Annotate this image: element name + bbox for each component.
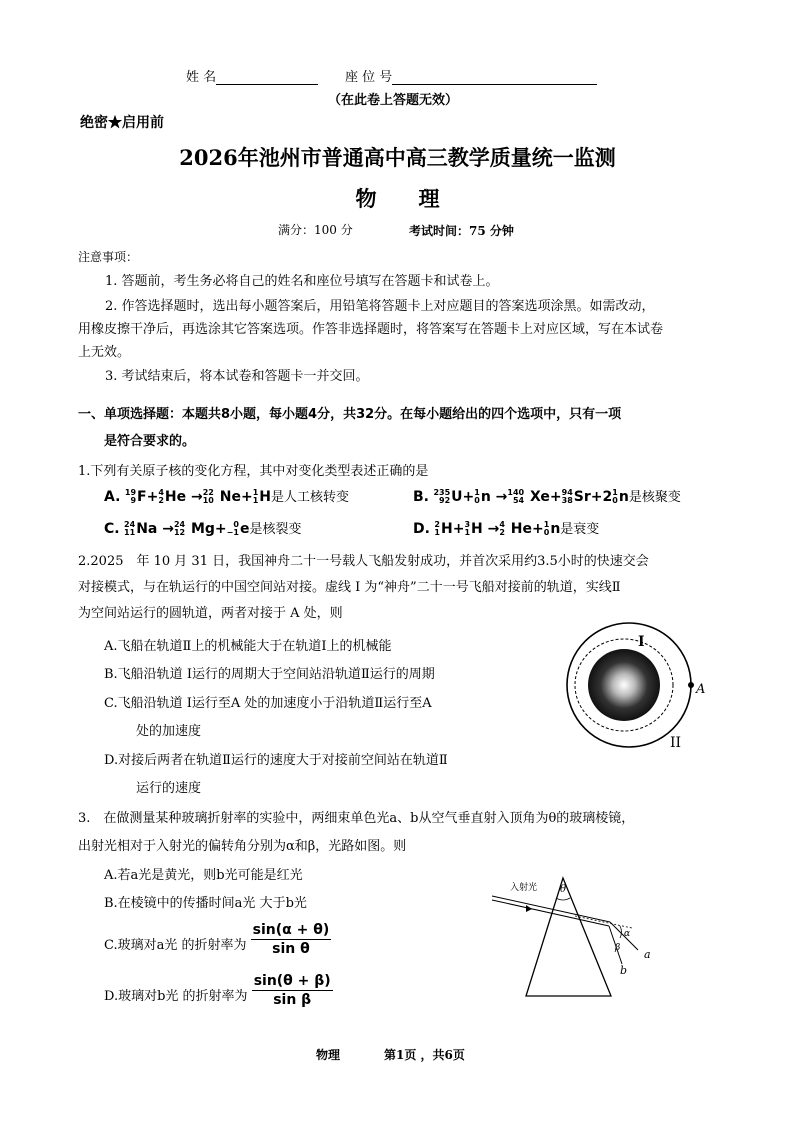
label-beta: β — [615, 943, 621, 953]
q2-option-d: D.对接后两者在轨道Ⅱ运行的速度大于对接前空间站在轨道Ⅱ — [104, 753, 448, 768]
instructions-heading: 注意事项： — [78, 250, 139, 264]
q3-c-denominator: sin θ — [272, 941, 310, 957]
label-alpha: α — [624, 929, 631, 939]
instruction-2-end: 上无效。 — [78, 345, 131, 360]
subject-title: 物 理 — [355, 186, 440, 211]
q1-c-equation: 24 11 Na → 24 12 Mg+ 0 −1 e — [124, 520, 250, 537]
name-underline — [216, 70, 318, 85]
q2-option-a: A.飞船在轨道Ⅱ上的机械能大于在轨道I上的机械能 — [104, 639, 392, 654]
q2-option-c-cont: 处的加速度 — [136, 724, 202, 739]
q3-c-numerator: sin(α + θ) — [252, 922, 330, 938]
q1-c-label: C. — [104, 521, 120, 537]
q1-a-equation: 19 9 F+ 4 2 He → 22 10 Ne+ 1 1 H — [124, 488, 271, 505]
q2-option-d-cont: 运行的速度 — [136, 781, 202, 796]
q1-a-label: A. — [104, 489, 121, 505]
seat-field — [345, 66, 597, 85]
q3-c-formula — [251, 922, 332, 957]
q2-option-c: C.飞船沿轨道 Ⅰ运行至A 处的加速度小于沿轨道Ⅱ运行至A — [104, 696, 432, 711]
q2-stem-2: 对接模式，与在轨运行的中国空间站对接。虚线 I 为“神舟”二十一号飞船对接前的轨道，实线Ⅱ — [78, 580, 621, 595]
q2-stem-3: 为空间站运行的圆轨道，两者对接于 A 处，则 — [78, 606, 343, 621]
footer-subject: 物理 — [316, 1048, 341, 1062]
q3-d-denominator: sin β — [273, 992, 312, 1008]
instruction-1: 1. 答题前，考生务必将自己的姓名和座位号填写在答题卡和试卷上。 — [105, 274, 499, 289]
q1-d-equation: 2 1 H+ 3 1 H → 4 2 He+ 1 0 n — [434, 520, 561, 537]
page-title: 2026年池州市普通高中高三教学质量统一监测 — [179, 145, 616, 170]
section1-title: 一、单项选择题：本题共8小题，每小题4分，共32分。在每小题给出的四个选项中，只有一项 — [78, 407, 622, 422]
q3-d-numerator: sin(θ + β) — [253, 973, 331, 989]
full-score: 满分：100 分 — [278, 223, 353, 237]
incident-ray-2 — [492, 900, 609, 926]
instruction-2: 2. 作答选择题时，选出每小题答案后，用铅笔将答题卡上对应题目的答案选项涂黑。如需改动， — [105, 299, 655, 314]
q3-option-b: B.在棱镜中的传播时间a光 大于b光 — [104, 896, 307, 911]
label-ray-b: b — [620, 964, 628, 977]
notice: （在此卷上答题无效） — [328, 93, 459, 108]
q3-option-c — [104, 922, 331, 957]
q1-stem: 1.下列有关原子核的变化方程，其中对变化类型表述正确的是 — [78, 464, 429, 479]
q2-stem-1: 2.2025 年 10 月 31 日，我国神舟二十一号载人飞船发射成功，并首次采用约3.5小时的快速交会 — [78, 554, 649, 569]
label-orbit-i: I — [638, 634, 645, 650]
q1-option-c — [104, 518, 301, 537]
instruction-2-cont: 用橡皮擦干净后，再选涂其它答案选项。作答非选择题时，将答案写在答题卡上对应区域，写在本试卷 — [78, 322, 664, 337]
label-incident: 入射光 — [510, 883, 538, 893]
q1-option-a — [104, 486, 349, 505]
q1-c-text: 是核裂变 — [249, 522, 302, 537]
q3-d-text: D.玻璃对b光 的折射率为 — [104, 989, 248, 1004]
q1-d-label: D. — [413, 521, 430, 537]
name-label: 姓 名 — [186, 70, 217, 85]
label-ray-a: a — [644, 948, 651, 961]
q3-stem-2: 出射光相对于入射光的偏转角分别为α和β，光路如图。则 — [78, 839, 407, 854]
seat-label: 座 位 号 — [345, 70, 393, 85]
earth — [588, 649, 660, 721]
label-orbit-ii: II — [670, 735, 682, 751]
instruction-3: 3. 考试结束后，将本试卷和答题卡一并交回。 — [105, 369, 369, 384]
q3-c-text: C.玻璃对a光 的折射率为 — [104, 938, 247, 953]
section1-title-cont: 是符合要求的。 — [104, 434, 196, 449]
q1-b-label: B. — [413, 489, 429, 505]
prism — [526, 878, 611, 996]
label-point-a: A — [696, 682, 706, 697]
q2-option-b: B.飞船沿轨道 Ⅰ运行的周期大于空间站沿轨道Ⅱ运行的周期 — [104, 667, 435, 682]
prism-diagram — [490, 868, 670, 1008]
name-field — [186, 66, 318, 85]
q1-d-text: 是衰变 — [560, 522, 600, 537]
q3-option-a: A.若a光是黄光，则b光可能是红光 — [104, 868, 303, 883]
docking-point — [688, 682, 694, 688]
q1-option-d — [413, 518, 599, 537]
normal-dashed — [575, 916, 632, 928]
q1-a-text: 是人工核转变 — [271, 490, 350, 505]
q1-b-text: 是核聚变 — [628, 490, 681, 505]
q1-b-equation: 235 92 U+ 1 0 n → 140 54 Xe+ 94 38 Sr+2 1 0 n — [433, 488, 629, 505]
label-theta: θ — [560, 884, 567, 895]
q3-d-formula — [252, 973, 333, 1008]
exam-time: 考试时间：75 分钟 — [409, 224, 514, 238]
orbit-diagram — [560, 616, 710, 756]
secret-mark: 绝密★启用前 — [80, 115, 164, 131]
footer-page: 第1页 ，共6页 — [384, 1048, 465, 1062]
q3-option-d — [104, 973, 333, 1008]
seat-underline — [392, 70, 597, 85]
q1-option-b — [413, 486, 681, 505]
q3-stem-1: 3. 在做测量某种玻璃折射率的实验中，两细束单色光a、b从空气垂直射入顶角为θ的玻璃棱镜， — [78, 811, 635, 826]
